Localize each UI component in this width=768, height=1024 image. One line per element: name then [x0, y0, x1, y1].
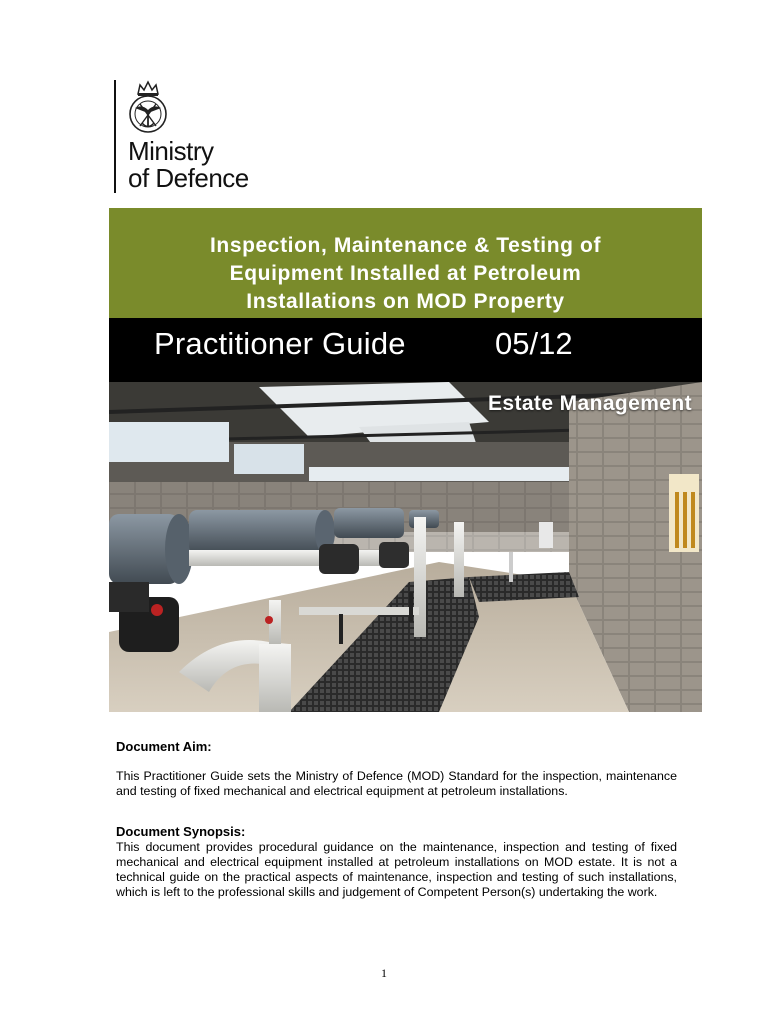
guide-number: 05/12 [495, 326, 573, 361]
logo-divider [114, 80, 116, 193]
mod-logo [114, 80, 314, 195]
cover-photo [109, 382, 702, 712]
mod-crest-icon [126, 80, 170, 136]
synopsis-heading: Document Synopsis: [116, 824, 246, 839]
title-line-2: Equipment Installed at Petroleum [229, 262, 582, 285]
title-line-1: Inspection, Maintenance & Testing of [209, 234, 602, 257]
photo-caption: Estate Management [487, 392, 692, 415]
synopsis-text: This document provides procedural guidance on the maintenance, inspection and testing of fixed mechanical and electrical equipment installed at petroleum installations on MOD estate. It is not a technical guide on the practical aspects of maintenance, inspection and testing of such installations, which is left to the professional skills and judgement of Competent Person(s) undertaking the work. [116, 840, 677, 899]
title-line-3: Installations on MOD Property [246, 290, 565, 313]
page-number: 1 [381, 966, 387, 980]
guide-band [109, 318, 702, 382]
organisation-wordmark [128, 138, 249, 192]
pump-house-illustration [109, 382, 702, 712]
organisation-line-1: Ministry [128, 136, 214, 166]
organisation-line-2: of Defence [128, 163, 249, 193]
aim-text: This Practitioner Guide sets the Ministry of Defence (MOD) Standard for the inspection, maintenance and testing of fixed mechanical and electrical equipment at petroleum installations. [116, 769, 677, 798]
aim-heading: Document Aim: [116, 739, 212, 754]
title-banner [109, 208, 702, 318]
guide-label: Practitioner Guide [154, 326, 406, 361]
